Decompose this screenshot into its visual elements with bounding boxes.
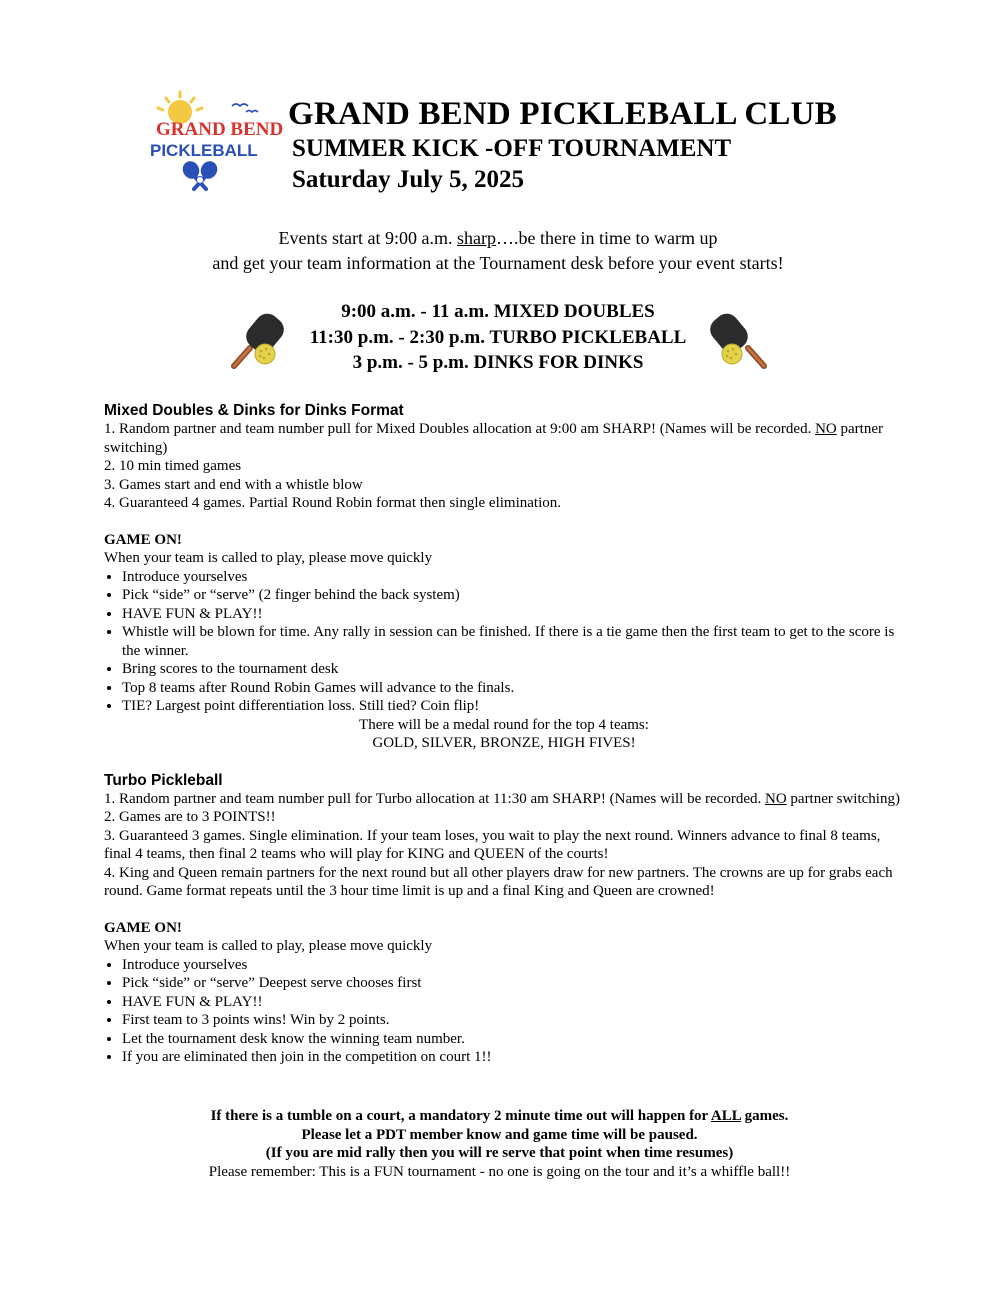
safety-line-2: Please let a PDT member know and game time will be paused. — [301, 1126, 698, 1143]
club-title: GRAND BEND PICKLEBALL CLUB — [288, 96, 837, 132]
list-item: • Introduce yourselves — [122, 956, 904, 975]
list-item: • Pick “side” or “serve” Deepest serve chooses first — [122, 974, 904, 993]
tournament-title: SUMMER KICK -OFF TOURNAMENT — [292, 135, 732, 162]
intro-sharp: sharp — [457, 228, 496, 248]
list-item: • HAVE FUN & PLAY!! — [122, 993, 904, 1012]
event-schedule — [0, 299, 996, 376]
mixed-rule-1-end: partner switching) — [104, 421, 883, 456]
logo-line2: PICKLEBALL — [150, 141, 258, 160]
turbo-rule-4: 4. King and Queen remain partners for the next round but all other players draw for new partners. The crowns are up for grabs each round. Game format repeats until the 3 hour time limit is up and a final King and Queen are crowned! — [104, 864, 893, 899]
mixed-rule-3: 3. Games start and end with a whistle blow — [104, 476, 363, 493]
medal-round-line-2: GOLD, SILVER, BRONZE, HIGH FIVES! — [372, 735, 636, 751]
mixed-rule-1-start: 1. Random partner and team number pull for Mixed Doubles allocation at 9:00 am SHARP! (Names will be recorded. — [104, 421, 816, 437]
schedule-mixed-doubles: 9:00 a.m. - 11 a.m. MIXED DOUBLES — [341, 301, 655, 322]
mixed-game-on-heading: GAME ON! — [104, 531, 182, 548]
intro-line-1-start: Events start at 9:00 a.m. — [278, 228, 457, 248]
list-item: • If you are eliminated then join in the competition on court 1!! — [122, 1048, 904, 1067]
fun-reminder: Please remember: This is a FUN tournament - no one is going on the tour and it’s a whiffle ball!! — [208, 1163, 791, 1180]
list-item: • Pick “side” or “serve” (2 finger behind the back system) — [122, 586, 904, 605]
tournament-date: Saturday July 5, 2025 — [292, 166, 524, 193]
mixed-game-on-intro: When your team is called to play, please move quickly — [104, 550, 433, 566]
turbo-rule-1-start: 1. Random partner and team number pull for Turbo allocation at 11:30 am SHARP! (Names will be recorded. — [104, 790, 765, 807]
intro-text — [0, 226, 996, 276]
mixed-game-on-list — [104, 568, 904, 716]
turbo-rule-1-no: NO — [764, 790, 787, 807]
medal-round-line-1: There will be a medal round for the top 4 teams: — [359, 716, 649, 733]
schedule-turbo-pickleball: 11:30 p.m. - 2:30 p.m. TURBO PICKLEBALL — [309, 326, 687, 348]
safety-line-1 — [0, 1107, 999, 1126]
mixed-doubles-heading: Mixed Doubles & Dinks for Dinks Format — [104, 402, 404, 419]
safety-all: ALL — [710, 1108, 741, 1124]
list-item: • First team to 3 points wins! Win by 2 points. — [122, 1011, 904, 1030]
logo-line1: GRAND BEND — [156, 119, 284, 140]
list-item: • Top 8 teams after Round Robin Games will advance to the finals. — [122, 679, 904, 698]
intro-line-2: and get your team information at the Tournament desk before your event starts! — [212, 253, 784, 273]
list-item: • TIE? Largest point differentiation loss. Still tied? Coin flip! — [122, 697, 904, 716]
turbo-pickleball-heading: Turbo Pickleball — [104, 771, 223, 789]
intro-line-1 — [0, 226, 996, 251]
seagull-icon — [232, 104, 258, 112]
list-item: • Let the tournament desk know the winning team number. — [122, 1030, 904, 1049]
intro-line-1-end: ….be there in time to warm up — [496, 228, 718, 248]
turbo-game-on-intro: When your team is called to play, please move quickly — [104, 938, 433, 954]
safety-line-1-start: If there is a tumble on a court, a mandatory 2 minute time out will happen for — [210, 1108, 711, 1124]
turbo-game-on-list — [104, 956, 904, 1067]
turbo-rule-1-end: partner switching) — [786, 790, 900, 807]
list-item: • HAVE FUN & PLAY!! — [122, 605, 904, 624]
mixed-rule-1-no: NO — [815, 421, 837, 437]
turbo-rule-2: 2. Games are to 3 POINTS!! — [104, 809, 276, 825]
safety-notice — [0, 1107, 999, 1181]
list-item: • Whistle will be blown for time. Any rally in session can be finished. If there is a tie game then the first team to get to the score is the winner. — [122, 623, 904, 660]
crossed-paddles-icon — [180, 158, 221, 189]
mixed-rule-4: 4. Guaranteed 4 games. Partial Round Robin format then single elimination. — [104, 495, 561, 511]
schedule-dinks-for-dinks: 3 p.m. - 5 p.m. DINKS FOR DINKS — [352, 352, 644, 373]
list-item: • Bring scores to the tournament desk — [122, 660, 904, 679]
list-item: • Introduce yourselves — [122, 568, 904, 587]
safety-line-1-end: games. — [740, 1108, 789, 1124]
grand-bend-pickleball-logo — [146, 90, 284, 194]
turbo-rule-3: 3. Guaranteed 3 games. Single elimination. If your team loses, you wait to play the next round. Winners advance to final 8 teams, final 4 teams, then final 2 teams who will play for KING and QUEEN of the courts! — [104, 827, 881, 862]
mixed-rule-2: 2. 10 min timed games — [104, 458, 242, 474]
rules-content — [104, 401, 904, 1067]
turbo-game-on-heading: GAME ON! — [104, 919, 182, 936]
safety-line-3: (If you are mid rally then you will re serve that point when time resumes) — [265, 1145, 734, 1161]
mixed-rule-1 — [104, 420, 904, 457]
turbo-rule-1 — [104, 790, 904, 809]
